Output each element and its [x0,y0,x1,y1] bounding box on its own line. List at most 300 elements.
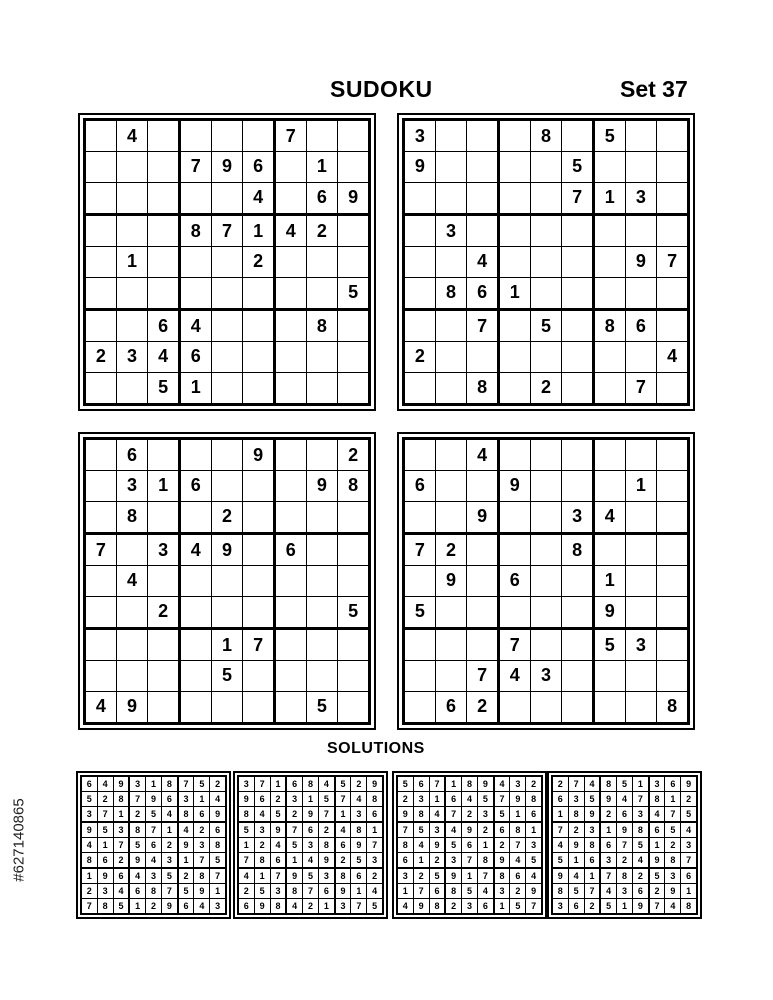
puzzle-cell[interactable] [404,277,436,309]
puzzle-cell[interactable]: 7 [211,214,243,246]
puzzle-cell[interactable] [338,120,370,152]
puzzle-cell[interactable]: 1 [498,277,530,309]
puzzle-cell[interactable] [274,661,306,692]
puzzle-cell[interactable] [498,533,530,565]
puzzle-cell[interactable] [243,501,275,533]
puzzle-cell[interactable] [85,628,117,660]
puzzle-cell[interactable] [243,661,275,692]
puzzle-cell[interactable] [435,342,467,373]
puzzle-cell[interactable]: 4 [593,501,625,533]
puzzle-cell[interactable]: 6 [243,152,275,183]
puzzle-cell[interactable] [179,691,211,723]
puzzle-cell[interactable] [148,247,180,278]
puzzle-cell[interactable] [562,566,594,597]
puzzle-cell[interactable]: 7 [562,182,594,214]
puzzle-cell[interactable] [274,439,306,471]
puzzle-cell[interactable] [593,277,625,309]
puzzle-cell[interactable] [179,661,211,692]
puzzle-cell[interactable] [435,596,467,628]
puzzle-cell[interactable] [116,661,148,692]
puzzle-cell[interactable] [243,596,275,628]
puzzle-cell[interactable]: 7 [404,533,436,565]
puzzle-cell[interactable] [657,471,689,502]
puzzle-cell[interactable] [116,182,148,214]
puzzle-cell[interactable] [116,152,148,183]
puzzle-cell[interactable] [593,691,625,723]
puzzle-cell[interactable] [530,533,562,565]
puzzle-cell[interactable] [404,439,436,471]
puzzle-cell[interactable] [338,691,370,723]
puzzle-cell[interactable] [625,152,657,183]
puzzle-cell[interactable] [593,471,625,502]
puzzle-cell[interactable]: 3 [530,661,562,692]
puzzle-cell[interactable] [274,691,306,723]
puzzle-cell[interactable] [404,214,436,246]
puzzle-cell[interactable]: 7 [243,628,275,660]
puzzle-cell[interactable] [625,439,657,471]
puzzle-cell[interactable]: 4 [243,182,275,214]
puzzle-cell[interactable]: 9 [404,152,436,183]
puzzle-cell[interactable] [593,439,625,471]
puzzle-cell[interactable]: 9 [625,247,657,278]
puzzle-cell[interactable] [530,596,562,628]
puzzle-cell[interactable] [148,214,180,246]
puzzle-cell[interactable]: 2 [85,342,117,373]
puzzle-cell[interactable] [85,596,117,628]
puzzle-cell[interactable]: 7 [625,372,657,404]
puzzle-cell[interactable] [657,566,689,597]
puzzle-cell[interactable] [562,691,594,723]
puzzle-cell[interactable] [530,439,562,471]
puzzle-cell[interactable] [116,628,148,660]
puzzle-cell[interactable] [657,372,689,404]
puzzle-cell[interactable]: 3 [116,342,148,373]
puzzle-cell[interactable] [148,277,180,309]
puzzle-cell[interactable] [148,439,180,471]
puzzle-cell[interactable] [243,372,275,404]
puzzle-cell[interactable] [211,309,243,341]
puzzle-cell[interactable]: 9 [593,596,625,628]
puzzle-cell[interactable] [306,372,338,404]
puzzle-cell[interactable] [338,309,370,341]
puzzle-cell[interactable]: 5 [404,596,436,628]
puzzle-cell[interactable] [338,372,370,404]
puzzle-cell[interactable] [435,182,467,214]
puzzle-cell[interactable]: 2 [338,439,370,471]
puzzle-cell[interactable] [85,247,117,278]
puzzle-cell[interactable]: 9 [211,152,243,183]
puzzle-cell[interactable] [404,691,436,723]
puzzle-cell[interactable] [306,501,338,533]
puzzle-cell[interactable]: 6 [435,691,467,723]
puzzle-cell[interactable] [211,247,243,278]
puzzle-cell[interactable] [404,309,436,341]
puzzle-cell[interactable] [562,120,594,152]
puzzle-cell[interactable] [562,661,594,692]
puzzle-cell[interactable]: 8 [467,372,499,404]
puzzle-cell[interactable] [179,120,211,152]
puzzle-cell[interactable] [657,152,689,183]
puzzle-cell[interactable] [85,566,117,597]
puzzle-cell[interactable]: 8 [338,471,370,502]
puzzle-cell[interactable] [116,533,148,565]
puzzle-cell[interactable]: 4 [179,309,211,341]
puzzle-cell[interactable] [593,372,625,404]
puzzle-cell[interactable]: 3 [404,120,436,152]
puzzle-cell[interactable]: 7 [467,309,499,341]
puzzle-cell[interactable] [306,120,338,152]
puzzle-cell[interactable] [625,596,657,628]
puzzle-cell[interactable] [498,691,530,723]
puzzle-cell[interactable] [85,471,117,502]
puzzle-cell[interactable] [657,596,689,628]
puzzle-cell[interactable]: 9 [211,533,243,565]
puzzle-cell[interactable]: 3 [625,628,657,660]
puzzle-cell[interactable]: 4 [85,691,117,723]
puzzle-cell[interactable]: 7 [657,247,689,278]
puzzle-cell[interactable] [306,661,338,692]
puzzle-cell[interactable] [179,596,211,628]
puzzle-cell[interactable]: 2 [243,247,275,278]
puzzle-cell[interactable] [274,471,306,502]
puzzle-cell[interactable] [625,277,657,309]
puzzle-cell[interactable] [116,309,148,341]
puzzle-cell[interactable] [85,182,117,214]
puzzle-cell[interactable]: 3 [435,214,467,246]
puzzle-cell[interactable] [467,533,499,565]
puzzle-cell[interactable] [243,342,275,373]
puzzle-cell[interactable] [306,628,338,660]
puzzle-cell[interactable]: 2 [148,596,180,628]
puzzle-cell[interactable] [306,596,338,628]
puzzle-cell[interactable] [274,152,306,183]
puzzle-cell[interactable] [657,439,689,471]
puzzle-cell[interactable] [498,152,530,183]
puzzle-cell[interactable] [338,628,370,660]
puzzle-cell[interactable] [530,277,562,309]
puzzle-cell[interactable]: 4 [179,533,211,565]
puzzle-cell[interactable] [274,501,306,533]
puzzle-cell[interactable] [211,471,243,502]
puzzle-cell[interactable]: 7 [498,628,530,660]
puzzle-cell[interactable]: 8 [179,214,211,246]
puzzle-cell[interactable] [338,342,370,373]
puzzle-cell[interactable] [657,277,689,309]
puzzle-cell[interactable] [657,309,689,341]
puzzle-cell[interactable]: 5 [593,120,625,152]
puzzle-cell[interactable]: 4 [467,439,499,471]
puzzle-cell[interactable] [148,661,180,692]
puzzle-cell[interactable] [274,309,306,341]
puzzle-cell[interactable] [562,439,594,471]
puzzle-cell[interactable] [657,628,689,660]
puzzle-cell[interactable] [435,309,467,341]
puzzle-cell[interactable] [657,182,689,214]
puzzle-cell[interactable]: 9 [243,439,275,471]
puzzle-cell[interactable] [562,214,594,246]
puzzle-cell[interactable]: 6 [625,309,657,341]
puzzle-cell[interactable] [148,152,180,183]
puzzle-cell[interactable] [467,182,499,214]
puzzle-cell[interactable] [562,596,594,628]
puzzle-cell[interactable] [148,120,180,152]
puzzle-cell[interactable] [274,628,306,660]
puzzle-cell[interactable]: 1 [306,152,338,183]
puzzle-cell[interactable]: 1 [593,566,625,597]
puzzle-cell[interactable] [593,342,625,373]
puzzle-cell[interactable]: 9 [467,501,499,533]
puzzle-cell[interactable] [498,372,530,404]
puzzle-cell[interactable] [211,372,243,404]
puzzle-cell[interactable] [530,628,562,660]
puzzle-cell[interactable] [85,277,117,309]
puzzle-cell[interactable] [625,566,657,597]
puzzle-cell[interactable] [274,182,306,214]
puzzle-cell[interactable]: 3 [625,182,657,214]
puzzle-cell[interactable] [211,596,243,628]
puzzle-cell[interactable] [530,342,562,373]
puzzle-cell[interactable] [404,566,436,597]
puzzle-cell[interactable] [116,277,148,309]
puzzle-cell[interactable]: 8 [562,533,594,565]
puzzle-cell[interactable]: 9 [338,182,370,214]
puzzle-cell[interactable] [306,342,338,373]
puzzle-cell[interactable] [211,277,243,309]
puzzle-cell[interactable]: 5 [211,661,243,692]
puzzle-cell[interactable] [179,628,211,660]
puzzle-cell[interactable] [148,182,180,214]
puzzle-cell[interactable] [85,661,117,692]
puzzle-cell[interactable] [274,342,306,373]
puzzle-cell[interactable]: 9 [306,471,338,502]
puzzle-cell[interactable] [657,214,689,246]
puzzle-cell[interactable] [435,152,467,183]
puzzle-cell[interactable] [404,661,436,692]
puzzle-cell[interactable] [530,152,562,183]
puzzle-cell[interactable] [435,372,467,404]
puzzle-cell[interactable]: 6 [116,439,148,471]
puzzle-cell[interactable]: 7 [274,120,306,152]
puzzle-cell[interactable] [530,182,562,214]
puzzle-cell[interactable] [243,691,275,723]
puzzle-cell[interactable]: 5 [338,596,370,628]
puzzle-cell[interactable] [435,247,467,278]
puzzle-cell[interactable]: 2 [404,342,436,373]
puzzle-cell[interactable] [562,342,594,373]
puzzle-cell[interactable] [404,628,436,660]
puzzle-cell[interactable] [179,247,211,278]
puzzle-cell[interactable]: 3 [116,471,148,502]
puzzle-cell[interactable] [338,214,370,246]
puzzle-cell[interactable]: 2 [306,214,338,246]
puzzle-cell[interactable] [657,501,689,533]
puzzle-cell[interactable]: 2 [435,533,467,565]
puzzle-cell[interactable] [274,247,306,278]
puzzle-cell[interactable]: 4 [116,566,148,597]
puzzle-cell[interactable]: 7 [179,152,211,183]
puzzle-cell[interactable]: 1 [625,471,657,502]
puzzle-cell[interactable]: 6 [274,533,306,565]
puzzle-cell[interactable]: 6 [148,309,180,341]
puzzle-cell[interactable] [625,501,657,533]
puzzle-cell[interactable]: 4 [148,342,180,373]
puzzle-cell[interactable] [85,152,117,183]
puzzle-cell[interactable]: 8 [530,120,562,152]
puzzle-cell[interactable]: 8 [657,691,689,723]
puzzle-cell[interactable] [530,247,562,278]
puzzle-cell[interactable] [657,661,689,692]
puzzle-cell[interactable] [498,309,530,341]
puzzle-cell[interactable]: 1 [116,247,148,278]
puzzle-cell[interactable]: 9 [116,691,148,723]
puzzle-cell[interactable] [211,182,243,214]
puzzle-cell[interactable]: 3 [148,533,180,565]
puzzle-cell[interactable] [467,566,499,597]
puzzle-cell[interactable]: 5 [338,277,370,309]
puzzle-cell[interactable] [148,566,180,597]
puzzle-cell[interactable]: 8 [435,277,467,309]
puzzle-cell[interactable] [498,439,530,471]
puzzle-cell[interactable] [243,471,275,502]
puzzle-cell[interactable]: 1 [243,214,275,246]
puzzle-cell[interactable] [243,120,275,152]
puzzle-cell[interactable] [498,247,530,278]
puzzle-cell[interactable] [148,691,180,723]
puzzle-cell[interactable] [274,277,306,309]
puzzle-cell[interactable] [593,533,625,565]
puzzle-cell[interactable] [211,691,243,723]
puzzle-cell[interactable]: 3 [562,501,594,533]
puzzle-cell[interactable] [562,247,594,278]
puzzle-cell[interactable] [338,566,370,597]
puzzle-cell[interactable] [498,214,530,246]
puzzle-cell[interactable]: 5 [593,628,625,660]
puzzle-cell[interactable] [498,501,530,533]
puzzle-cell[interactable] [211,342,243,373]
puzzle-cell[interactable] [338,152,370,183]
puzzle-cell[interactable] [593,214,625,246]
puzzle-cell[interactable] [435,120,467,152]
puzzle-cell[interactable]: 6 [179,471,211,502]
puzzle-cell[interactable] [498,342,530,373]
puzzle-cell[interactable]: 6 [179,342,211,373]
puzzle-cell[interactable] [116,596,148,628]
puzzle-cell[interactable]: 2 [211,501,243,533]
puzzle-cell[interactable] [530,471,562,502]
puzzle-cell[interactable] [498,596,530,628]
puzzle-cell[interactable] [593,247,625,278]
puzzle-cell[interactable] [306,277,338,309]
puzzle-cell[interactable] [435,471,467,502]
puzzle-cell[interactable]: 4 [657,342,689,373]
puzzle-cell[interactable] [243,277,275,309]
puzzle-cell[interactable]: 4 [116,120,148,152]
puzzle-cell[interactable]: 7 [85,533,117,565]
puzzle-cell[interactable] [467,342,499,373]
puzzle-cell[interactable]: 2 [467,691,499,723]
puzzle-cell[interactable]: 4 [467,247,499,278]
puzzle-cell[interactable] [467,471,499,502]
puzzle-cell[interactable] [211,120,243,152]
puzzle-cell[interactable]: 6 [467,277,499,309]
puzzle-cell[interactable] [657,533,689,565]
puzzle-cell[interactable] [435,628,467,660]
puzzle-cell[interactable] [306,439,338,471]
puzzle-cell[interactable] [211,439,243,471]
puzzle-cell[interactable] [404,247,436,278]
puzzle-cell[interactable]: 4 [274,214,306,246]
puzzle-cell[interactable] [562,471,594,502]
puzzle-cell[interactable] [306,247,338,278]
puzzle-cell[interactable] [274,372,306,404]
puzzle-cell[interactable] [625,120,657,152]
puzzle-cell[interactable] [179,439,211,471]
puzzle-cell[interactable] [435,501,467,533]
puzzle-cell[interactable]: 6 [498,566,530,597]
puzzle-cell[interactable]: 1 [593,182,625,214]
puzzle-cell[interactable] [498,182,530,214]
puzzle-cell[interactable]: 8 [116,501,148,533]
puzzle-cell[interactable] [593,152,625,183]
puzzle-cell[interactable] [404,182,436,214]
puzzle-cell[interactable] [243,309,275,341]
puzzle-cell[interactable] [562,628,594,660]
puzzle-cell[interactable] [435,439,467,471]
puzzle-cell[interactable] [211,566,243,597]
puzzle-cell[interactable] [562,372,594,404]
puzzle-cell[interactable] [562,277,594,309]
puzzle-cell[interactable] [179,566,211,597]
puzzle-cell[interactable] [243,533,275,565]
puzzle-cell[interactable] [625,533,657,565]
puzzle-cell[interactable]: 7 [467,661,499,692]
puzzle-cell[interactable] [338,661,370,692]
puzzle-cell[interactable] [85,309,117,341]
puzzle-cell[interactable]: 4 [498,661,530,692]
puzzle-cell[interactable] [148,501,180,533]
puzzle-cell[interactable] [179,501,211,533]
puzzle-cell[interactable] [467,120,499,152]
puzzle-cell[interactable] [657,120,689,152]
puzzle-cell[interactable]: 5 [148,372,180,404]
puzzle-cell[interactable]: 9 [435,566,467,597]
puzzle-cell[interactable] [435,661,467,692]
puzzle-cell[interactable]: 6 [306,182,338,214]
puzzle-cell[interactable]: 8 [593,309,625,341]
puzzle-cell[interactable]: 1 [179,372,211,404]
puzzle-cell[interactable] [467,214,499,246]
puzzle-cell[interactable] [530,501,562,533]
puzzle-cell[interactable] [625,691,657,723]
puzzle-cell[interactable]: 9 [498,471,530,502]
puzzle-cell[interactable] [85,501,117,533]
puzzle-cell[interactable] [85,439,117,471]
puzzle-cell[interactable] [593,661,625,692]
puzzle-cell[interactable]: 8 [306,309,338,341]
puzzle-cell[interactable] [306,533,338,565]
puzzle-cell[interactable] [467,596,499,628]
puzzle-cell[interactable] [404,372,436,404]
puzzle-cell[interactable] [530,691,562,723]
puzzle-cell[interactable] [274,566,306,597]
puzzle-cell[interactable] [85,214,117,246]
puzzle-cell[interactable]: 2 [530,372,562,404]
puzzle-cell[interactable] [562,309,594,341]
puzzle-cell[interactable] [85,372,117,404]
puzzle-cell[interactable] [338,501,370,533]
puzzle-cell[interactable] [338,533,370,565]
puzzle-cell[interactable] [467,152,499,183]
